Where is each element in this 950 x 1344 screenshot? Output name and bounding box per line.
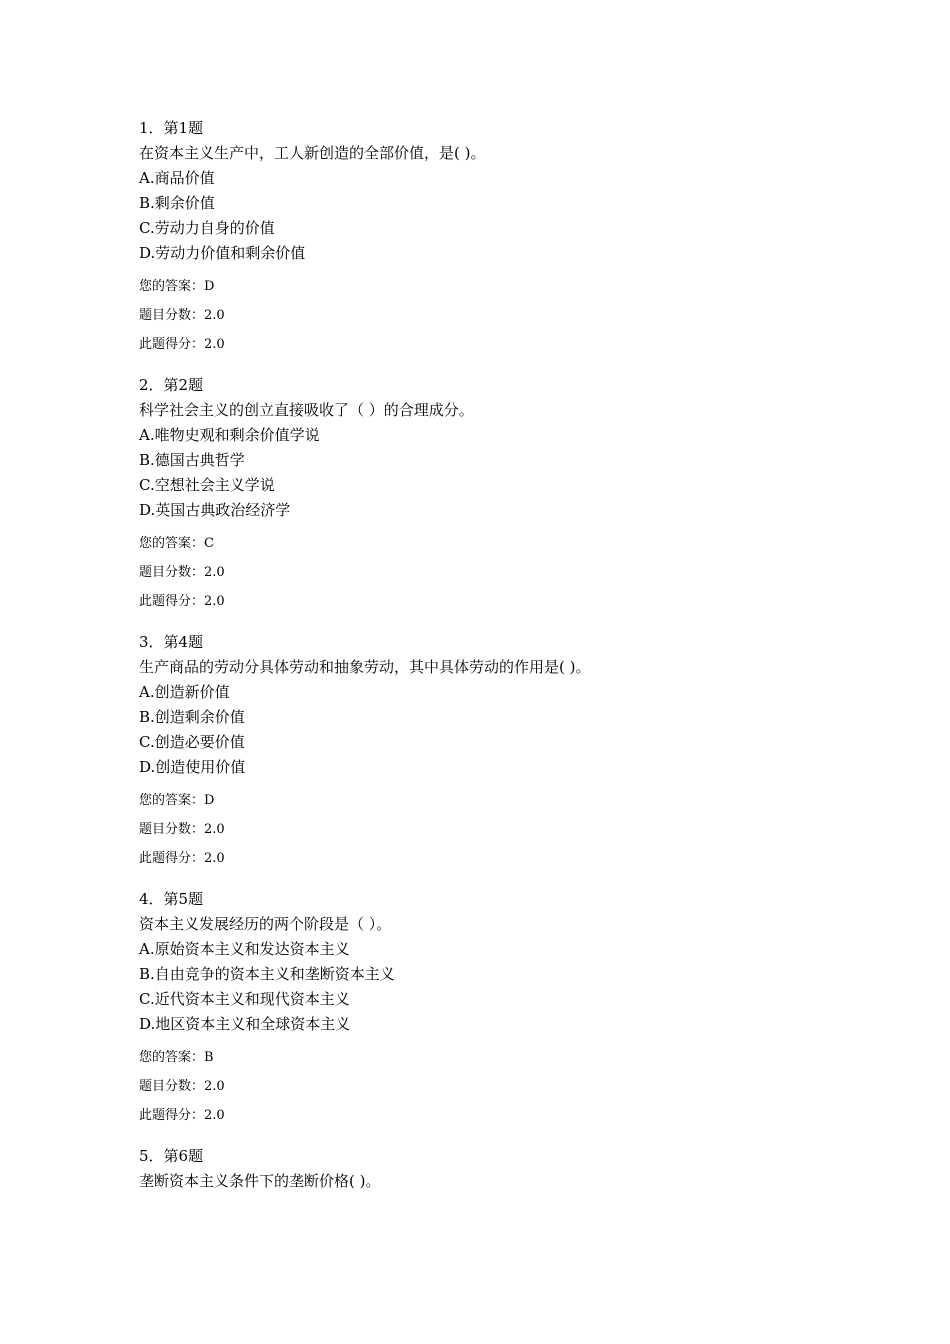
answer-info: [139, 272, 899, 359]
question-header: 1．第1题: [139, 119, 204, 137]
earned-score: 此题得分：2.0: [139, 851, 225, 866]
your-answer: 您的答案：D: [139, 793, 215, 808]
option-a: A.商品价值: [139, 169, 215, 187]
option-b: B.德国古典哲学: [139, 451, 245, 469]
question-text: 生产商品的劳动分具体劳动和抽象劳动，其中具体劳动的作用是( )。: [139, 658, 591, 676]
option-b: B.自由竞争的资本主义和垄断资本主义: [139, 965, 395, 983]
earned-score: 此题得分：2.0: [139, 337, 225, 352]
question-1: [139, 116, 899, 359]
option-d: D.地区资本主义和全球资本主义: [139, 1015, 351, 1033]
your-answer: 您的答案：D: [139, 279, 215, 294]
answer-info: [139, 1043, 899, 1130]
option-b: B.剩余价值: [139, 194, 215, 212]
option-a: A.创造新价值: [139, 683, 230, 701]
option-d: D.创造使用价值: [139, 758, 246, 776]
question-text: 在资本主义生产中，工人新创造的全部价值，是( )。: [139, 144, 486, 162]
option-d: D.英国古典政治经济学: [139, 501, 291, 519]
answer-info: [139, 529, 899, 616]
question-text: 垄断资本主义条件下的垄断价格( )。: [139, 1172, 381, 1190]
option-a: A.唯物史观和剩余价值学说: [139, 426, 320, 444]
option-c: C.空想社会主义学说: [139, 476, 275, 494]
option-c: C.近代资本主义和现代资本主义: [139, 990, 350, 1008]
question-4: [139, 887, 899, 1130]
option-c: C.创造必要价值: [139, 733, 245, 751]
answer-info: [139, 786, 899, 873]
question-text: 科学社会主义的创立直接吸收了（ ）的合理成分。: [139, 401, 474, 419]
question-score: 题目分数：2.0: [139, 1079, 225, 1094]
question-text: 资本主义发展经历的两个阶段是（ ）。: [139, 915, 392, 933]
option-a: A.原始资本主义和发达资本主义: [139, 940, 350, 958]
earned-score: 此题得分：2.0: [139, 1108, 225, 1123]
option-d: D.劳动力价值和剩余价值: [139, 244, 306, 262]
question-score: 题目分数：2.0: [139, 822, 225, 837]
earned-score: 此题得分：2.0: [139, 594, 225, 609]
question-header: 5．第6题: [139, 1147, 204, 1165]
question-score: 题目分数：2.0: [139, 308, 225, 323]
question-header: 4．第5题: [139, 890, 204, 908]
your-answer: 您的答案：B: [139, 1050, 214, 1065]
question-5: [139, 1144, 899, 1194]
your-answer: 您的答案：C: [139, 536, 214, 551]
question-score: 题目分数：2.0: [139, 565, 225, 580]
option-b: B.创造剩余价值: [139, 708, 245, 726]
question-header: 2．第2题: [139, 376, 204, 394]
question-2: [139, 373, 899, 616]
question-header: 3．第4题: [139, 633, 204, 651]
question-3: [139, 630, 899, 873]
option-c: C.劳动力自身的价值: [139, 219, 275, 237]
quiz-document: [139, 116, 899, 1208]
